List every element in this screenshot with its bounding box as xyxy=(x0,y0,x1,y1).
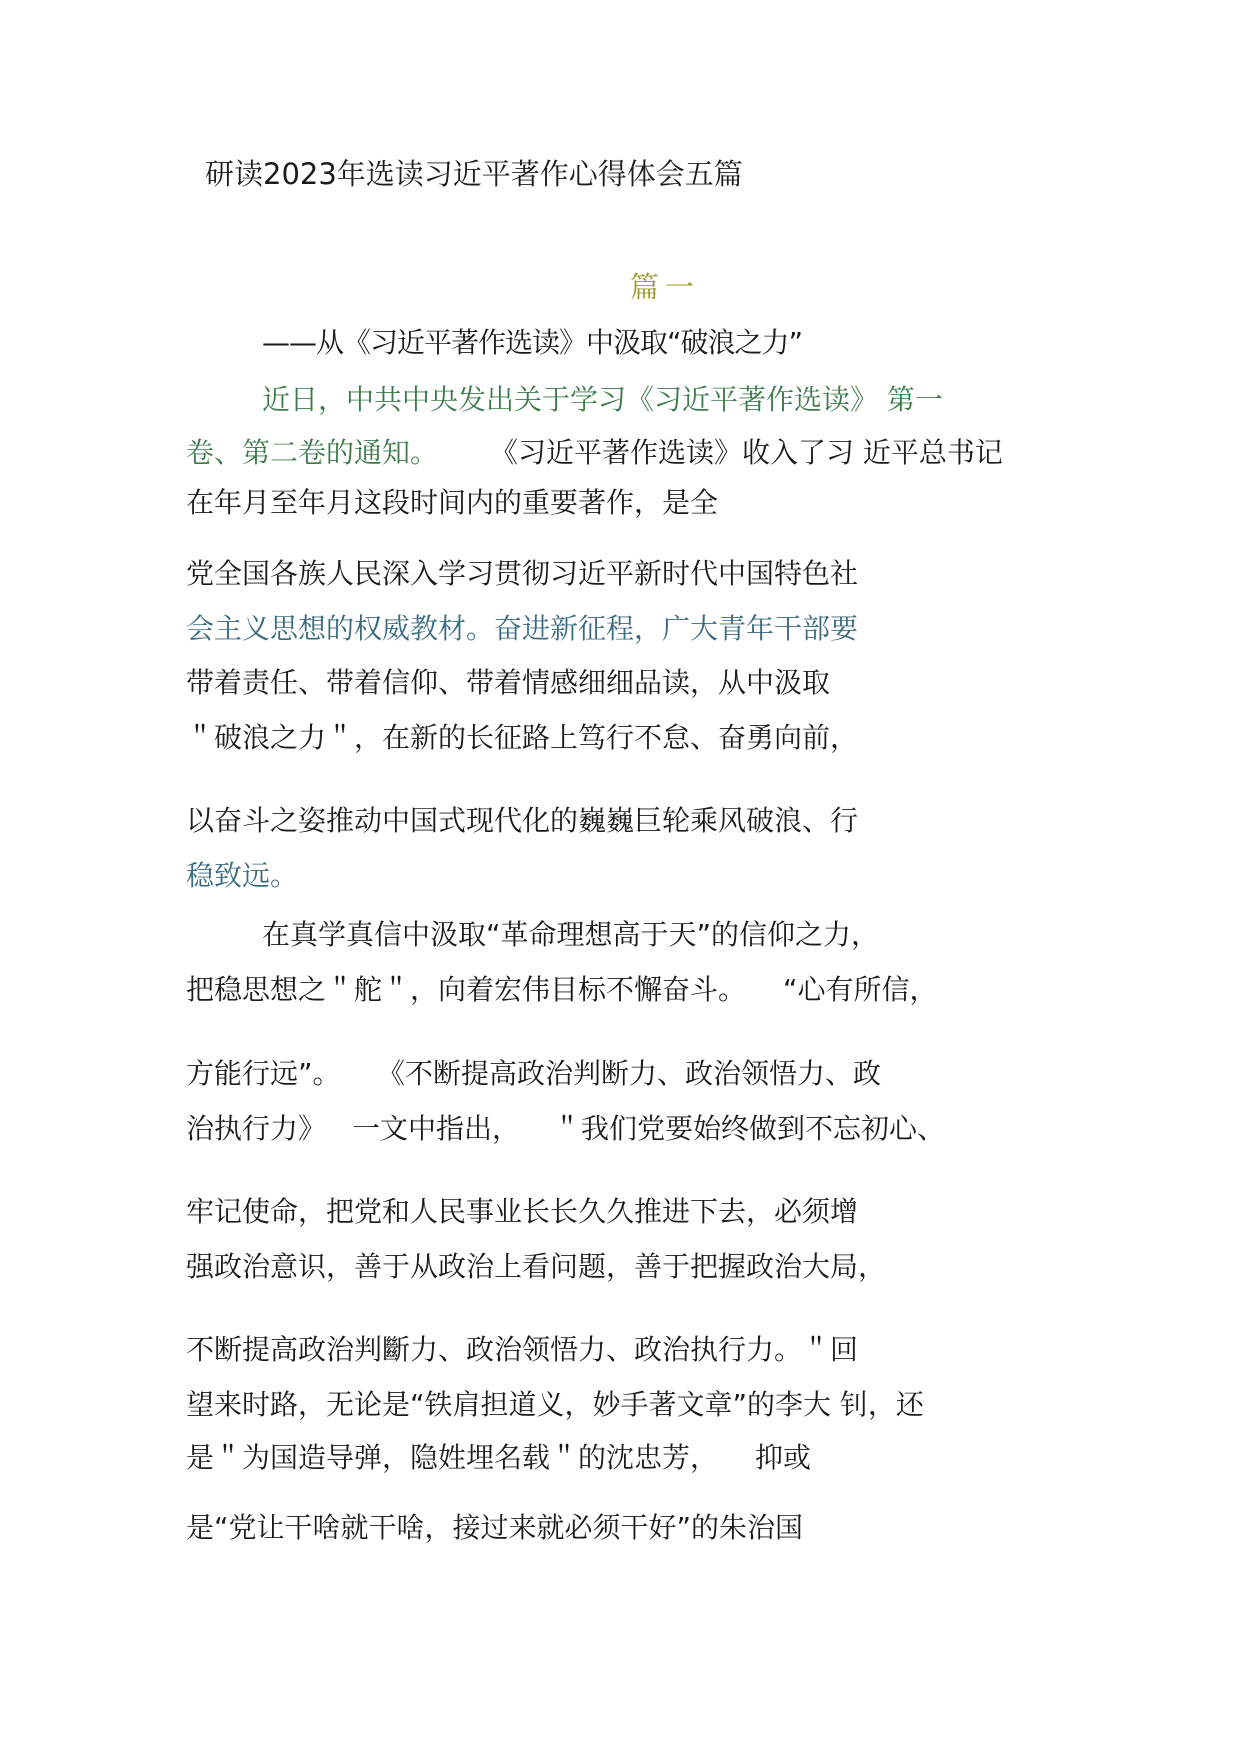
body-line: 强政治意识，善于从政治上看问题，善于把握政治大局， xyxy=(186,1250,887,1283)
body-line: 牢记使命，把党和人民事业长长久久推进下去，必须增 xyxy=(186,1195,859,1228)
body-line: 会主义思想的权威教材。奋进新征程，广大青年干部要 xyxy=(186,612,859,645)
body-line: 抑或 xyxy=(755,1441,812,1474)
body-line: 《不断提高政治判断力、政治领悟力、政 xyxy=(377,1057,882,1090)
body-line: 一文中指出， xyxy=(352,1112,521,1145)
body-line: 带着责任、带着信仰、带着情感细细品读，从中汲取 xyxy=(186,666,831,699)
body-line: 不断提高政治判斷力、政治领悟力、政治执行力。＂回 xyxy=(186,1333,859,1366)
body-line: “心有所信， xyxy=(783,973,938,1006)
body-line: 是“党让干啥就干啥，接过来就必须干好”的朱治国 xyxy=(186,1511,804,1544)
section-subtitle: ——从《习近平著作选读》中汲取“破浪之力” xyxy=(262,326,803,359)
body-line: 治执行力》 xyxy=(186,1112,327,1145)
body-line: 在真学真信中汲取“革命理想高于天”的信仰之力， xyxy=(262,918,880,951)
body-line: 以奋斗之姿推动中国式现代化的巍巍巨轮乘风破浪、行 xyxy=(186,804,859,837)
section-heading: 篇一 xyxy=(630,270,701,304)
body-line: 在年月至年月这段时间内的重要著作，是全 xyxy=(186,486,719,519)
body-line: ＂我们党要始终做到不忘初心、 xyxy=(553,1112,946,1145)
body-line: ＂破浪之力＂，在新的长征路上笃行不怠、奋勇向前， xyxy=(186,721,859,754)
body-line: 卷、第二卷的通知。 xyxy=(186,436,439,469)
body-line: 望来时路，无论是“铁肩担道义，妙手著文章”的李大 钊，还 xyxy=(186,1388,924,1421)
body-line: 把稳思想之＂舵＂，向着宏伟目标不懈奋斗。 xyxy=(186,973,747,1006)
body-line: 方能行远”。 xyxy=(186,1057,341,1090)
body-line: 稳致远。 xyxy=(186,859,299,892)
document-title: 研读2023年选读习近平著作心得体会五篇 xyxy=(205,157,743,191)
body-line: 是＂为国造导弹，隐姓埋名载＂的沈忠芳， xyxy=(186,1441,719,1474)
body-line: 党全国各族人民深入学习贯彻习近平新时代中国特色社 xyxy=(186,557,859,590)
body-line: 《习近平著作选读》收入了习 近平总书记 xyxy=(490,436,1003,469)
body-line: 近日，中共中央发出关于学习《习近平著作选读》 第一 xyxy=(262,383,943,416)
